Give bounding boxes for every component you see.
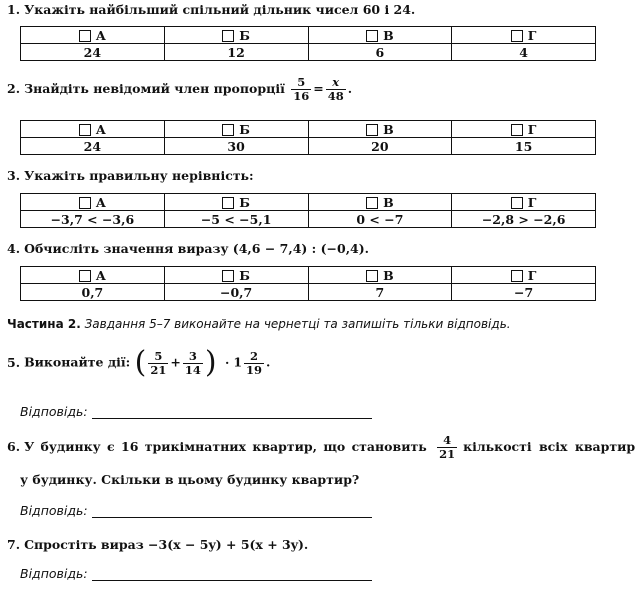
- option-value: 7: [308, 284, 452, 301]
- question-number: 1.: [7, 2, 21, 17]
- checkbox-icon[interactable]: [511, 197, 523, 209]
- question-6-line2: у будинку. Скільки в цьому будинку квартир?: [20, 472, 360, 487]
- answer-table-2: [20, 120, 596, 155]
- option-letter: Г: [527, 121, 537, 137]
- question-text: Знайдіть невідомий член пропорції: [24, 81, 285, 96]
- part-2-header: [7, 317, 511, 331]
- answer-table-1: [20, 26, 596, 61]
- answer-line[interactable]: [92, 517, 372, 518]
- question-3: [7, 168, 254, 183]
- answer-line[interactable]: [92, 418, 372, 419]
- fraction: $\frac{x}{48}$: [327, 75, 344, 103]
- fraction: $\frac{5}{16}$: [293, 75, 310, 103]
- checkbox-icon[interactable]: [511, 270, 523, 282]
- option-letter: Б: [239, 27, 250, 43]
- option-cell[interactable]: [164, 27, 308, 44]
- option-cell[interactable]: [21, 27, 165, 44]
- question-number: 2.: [7, 81, 21, 96]
- fraction: $\frac{5}{21}$: [150, 348, 167, 377]
- checkbox-icon[interactable]: [366, 197, 378, 209]
- left-paren: (: [134, 345, 147, 380]
- question-1: [7, 2, 415, 17]
- option-letter: Г: [527, 194, 537, 210]
- answer-table-4: [20, 266, 596, 301]
- option-letter: Г: [527, 27, 537, 43]
- option-cell[interactable]: [452, 267, 596, 284]
- option-letter: А: [95, 121, 106, 137]
- part-title: Частина 2.: [7, 317, 81, 331]
- question-text: Спростіть вираз −3(x − 5y) + 5(x + 3y).: [24, 537, 309, 552]
- answer-label: Відповідь:: [20, 566, 88, 581]
- option-cell[interactable]: [21, 267, 165, 284]
- option-letter: А: [95, 194, 106, 210]
- question-5: 5. Виконайте дії: ( $\frac{5}{21}$ + $\frac{3}{14}$ ) · 1 $\frac{2}{19}$ .: [7, 345, 271, 380]
- option-cell[interactable]: [452, 27, 596, 44]
- question-number: 6.: [7, 439, 21, 454]
- option-value: 0,7: [21, 284, 165, 301]
- option-value: 15: [452, 138, 596, 155]
- option-cell[interactable]: [164, 267, 308, 284]
- question-text: У будинку є 16 трикімнатних квартир, що становить: [24, 439, 427, 454]
- question-number: 4.: [7, 241, 21, 256]
- checkbox-icon[interactable]: [366, 30, 378, 42]
- checkbox-icon[interactable]: [79, 270, 91, 282]
- option-value: 12: [164, 44, 308, 61]
- option-value: 24: [21, 138, 165, 155]
- option-cell[interactable]: [452, 121, 596, 138]
- question-7: [7, 537, 308, 552]
- option-letter: В: [383, 267, 394, 283]
- option-value: 6: [308, 44, 452, 61]
- option-letter: Б: [239, 194, 250, 210]
- option-cell[interactable]: [21, 194, 165, 211]
- answer-line[interactable]: [92, 580, 372, 581]
- option-value: −3,7 < −3,6: [21, 211, 165, 228]
- checkbox-icon[interactable]: [366, 124, 378, 136]
- question-number: 3.: [7, 168, 21, 183]
- fraction: $\frac{3}{14}$: [184, 348, 201, 377]
- option-value: −0,7: [164, 284, 308, 301]
- option-cell[interactable]: [452, 194, 596, 211]
- option-cell[interactable]: [308, 194, 452, 211]
- question-6: 6. У будинку є 16 трикімнатних квартир, що становить $\frac{4}{21}$ кількості всіх квартир: [7, 433, 635, 461]
- option-letter: В: [383, 194, 394, 210]
- checkbox-icon[interactable]: [79, 30, 91, 42]
- option-value: −7: [452, 284, 596, 301]
- question-text: Виконайте дії:: [24, 354, 131, 370]
- option-letter: А: [95, 27, 106, 43]
- option-letter: В: [383, 121, 394, 137]
- option-value: 4: [452, 44, 596, 61]
- question-number: 5.: [7, 354, 21, 370]
- option-cell[interactable]: [308, 267, 452, 284]
- right-paren: ): [204, 345, 217, 380]
- answer-label: Відповідь:: [20, 404, 88, 419]
- checkbox-icon[interactable]: [79, 124, 91, 136]
- checkbox-icon[interactable]: [222, 30, 234, 42]
- option-letter: А: [95, 267, 106, 283]
- checkbox-icon[interactable]: [222, 270, 234, 282]
- checkbox-icon[interactable]: [79, 197, 91, 209]
- question-number: 7.: [7, 537, 21, 552]
- option-value: 24: [21, 44, 165, 61]
- fraction: $\frac{4}{21}$: [439, 433, 456, 461]
- option-value: 20: [308, 138, 452, 155]
- question-text: Укажіть найбільший спільний дільник чисел 60 і 24.: [24, 2, 416, 17]
- question-2: 2. Знайдіть невідомий член пропорції $\frac{5}{16}$ = $\frac{x}{48}$ .: [7, 75, 353, 103]
- question-text: Укажіть правильну нерівність:: [24, 168, 254, 183]
- option-cell[interactable]: [164, 121, 308, 138]
- question-text: Обчисліть значення виразу (4,6 − 7,4) : (−0,4).: [24, 241, 370, 256]
- option-value: −2,8 > −2,6: [452, 211, 596, 228]
- option-letter: Г: [527, 267, 537, 283]
- option-cell[interactable]: [308, 27, 452, 44]
- option-value: 0 < −7: [308, 211, 452, 228]
- option-cell[interactable]: [164, 194, 308, 211]
- checkbox-icon[interactable]: [222, 197, 234, 209]
- option-cell[interactable]: [21, 121, 165, 138]
- option-letter: В: [383, 27, 394, 43]
- answer-label: Відповідь:: [20, 503, 88, 518]
- option-value: 30: [164, 138, 308, 155]
- checkbox-icon[interactable]: [511, 124, 523, 136]
- answer-table-3: [20, 193, 596, 228]
- option-letter: Б: [239, 267, 250, 283]
- option-letter: Б: [239, 121, 250, 137]
- option-cell[interactable]: [308, 121, 452, 138]
- checkbox-icon[interactable]: [366, 270, 378, 282]
- option-value: −5 < −5,1: [164, 211, 308, 228]
- part-instruction: Завдання 5–7 виконайте на чернетці та запишіть тільки відповідь.: [84, 317, 511, 331]
- checkbox-icon[interactable]: [511, 30, 523, 42]
- fraction: $\frac{2}{19}$: [246, 348, 263, 377]
- checkbox-icon[interactable]: [222, 124, 234, 136]
- question-4: [7, 241, 369, 256]
